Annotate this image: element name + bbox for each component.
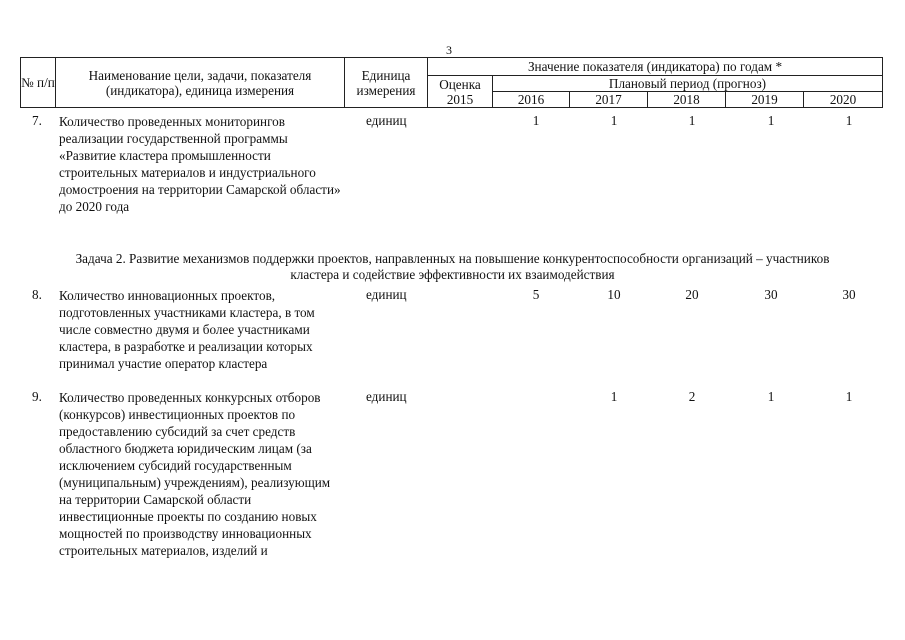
row-value: 1 xyxy=(610,389,618,404)
header-year: 2019 xyxy=(726,92,804,108)
page-number: 3 xyxy=(446,43,452,57)
row-value: 1 xyxy=(532,113,540,128)
row-value: 20 xyxy=(685,287,699,302)
header-num: № п/п xyxy=(21,58,56,108)
row-name: Количество проведенных конкурсных отборов (конкурсов) инвестиционных проектов по предоставлению субсидий за счет средств областного бюджета юридическим лицам (за исключением субсидий государственным (муниципальным) учреждениям), реализующим на территории Самарской области инвестиционные проекты по созданию новых мощностей по производству инновационных строительных материалов, изделий и xyxy=(59,390,331,558)
header-year: 2017 xyxy=(570,92,648,108)
row-value: 2 xyxy=(688,389,696,404)
row-name: Количество проведенных мониторингов реализации государственной программы «Развитие кластера промышленности строительных материалов и индустриального домостроения на территории Самарской области» до 2020 года xyxy=(59,114,341,214)
row-value: 30 xyxy=(764,287,778,302)
task-heading: Задача 2. Развитие механизмов поддержки проектов, направленных на повышение конкурентоспособности организаций – участников кластера и содействие эффективности их взаимодействия xyxy=(75,251,830,282)
row-value: 1 xyxy=(845,389,853,404)
header-values-title: Значение показателя (индикатора) по годам * xyxy=(428,58,883,76)
header-plan-period: Плановый период (прогноз) xyxy=(493,76,883,92)
table-header xyxy=(20,57,883,108)
row-unit: единиц xyxy=(366,287,407,302)
row-name: Количество инновационных проектов, подготовленных участниками кластера, в том числе совместно двумя и более участниками кластера, в разработке и реализации которых принимал участие оператор кластера xyxy=(59,288,315,371)
row-value: 1 xyxy=(845,113,853,128)
row-value: 1 xyxy=(610,113,618,128)
header-year: 2016 xyxy=(493,92,570,108)
header-name: Наименование цели, задачи, показателя (индикатора), единица измерения xyxy=(56,58,345,108)
row-value: 10 xyxy=(607,287,621,302)
row-unit: единиц xyxy=(366,389,407,404)
header-year: 2020 xyxy=(804,92,883,108)
header-year: 2018 xyxy=(648,92,726,108)
row-number: 9. xyxy=(32,389,42,404)
row-value: 1 xyxy=(767,389,775,404)
row-unit: единиц xyxy=(366,113,407,128)
row-value: 1 xyxy=(688,113,696,128)
row-value: 30 xyxy=(842,287,856,302)
row-value: 5 xyxy=(532,287,540,302)
row-number: 7. xyxy=(32,113,42,128)
row-value: 1 xyxy=(767,113,775,128)
header-unit: Единица измерения xyxy=(345,58,428,108)
header-estimate: Оценка 2015 xyxy=(428,76,493,108)
row-number: 8. xyxy=(32,287,42,302)
